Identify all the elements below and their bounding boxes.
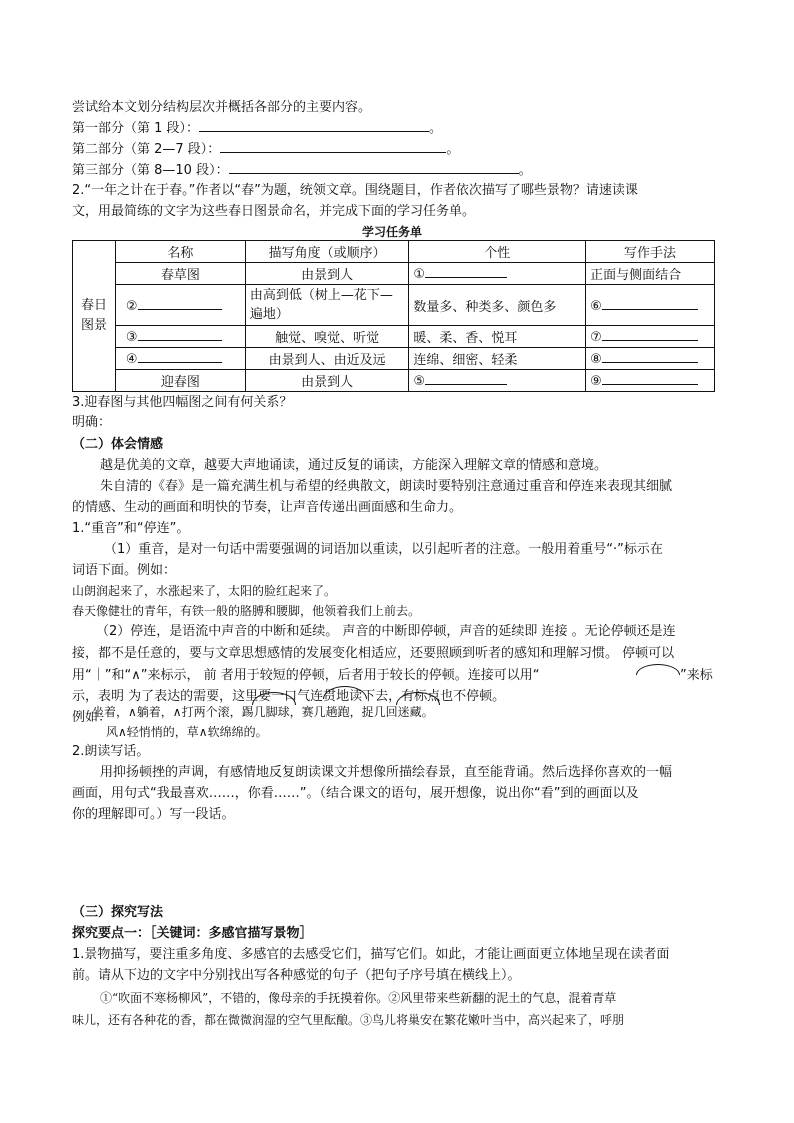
structure-task: 尝试给本文划分结构层次并概括各部分的主要内容。 bbox=[72, 100, 372, 115]
row-4-name: ④ bbox=[125, 352, 138, 367]
text-line-1: ①“吹面不寒杨柳风”，不错的，像母亲的手抚摸着你。②风里带来些新翻的泥土的气息，混着青草 bbox=[100, 991, 617, 1005]
q1-line-2: 前。请从下边的文字中分别找出写各种感觉的句子（把句子序号填在横线上）。 bbox=[72, 968, 521, 983]
part-3-label: 第三部分（第 8—10 段）： bbox=[72, 163, 229, 178]
example-1: 山朗润起来了，水涨起来了，太阳的脸红起来了。 bbox=[72, 584, 337, 598]
part-2-blank[interactable] bbox=[220, 140, 446, 153]
row-5-method: ⑨ bbox=[590, 374, 602, 389]
row-5-method-blank[interactable] bbox=[602, 372, 698, 385]
example-label: 例如： bbox=[72, 710, 112, 725]
row-3-trait: 暖、柔、香、悦耳 bbox=[409, 326, 586, 348]
row-5-angle: 由景到人 bbox=[245, 370, 409, 392]
row-4-angle: 由景到人、由近及远 bbox=[245, 348, 409, 370]
row-3-name-blank[interactable] bbox=[138, 328, 222, 341]
row-5-trait-cell bbox=[409, 370, 586, 392]
answer-label: 明确： bbox=[72, 415, 112, 430]
header-trait: 个性 bbox=[409, 241, 586, 263]
part-1-end: 。 bbox=[429, 121, 443, 136]
part-2-end: 。 bbox=[446, 142, 460, 157]
row-4-name-cell bbox=[115, 348, 245, 370]
item-2-title: 2.朗读写话。 bbox=[72, 744, 150, 759]
row-3-method-cell bbox=[586, 326, 715, 348]
stress-line-1: （1）重音，是对一句话中需要强调的词语加以重读，以引起听者的注意。一般用着重号“·”标示在 bbox=[104, 542, 663, 557]
row-3-name: ③ bbox=[125, 330, 138, 345]
row-2-method: ⑥ bbox=[590, 298, 602, 314]
question-2-line-2: 文，用最简练的文字为这些春日图景命名，并完成下面的学习任务单。 bbox=[72, 204, 476, 219]
table-title: 学习任务单 bbox=[362, 225, 423, 239]
part-3-end: 。 bbox=[518, 163, 532, 178]
row-4-method: ⑧ bbox=[590, 352, 602, 367]
example-2: 春天像健壮的青年，有铁一般的胳膊和腰脚，他领着我们上前去。 bbox=[72, 604, 421, 618]
row-2-angle: 由高到低（树上—花下—遍地） bbox=[245, 285, 409, 326]
row-2-name-cell bbox=[115, 285, 245, 326]
row-5-name: 迎春图 bbox=[115, 370, 245, 392]
row-3-name-cell bbox=[115, 326, 245, 348]
row-1-method: 正面与侧面结合 bbox=[586, 263, 715, 285]
row-3-method-blank[interactable] bbox=[602, 328, 698, 341]
liaison-arc-symbol bbox=[636, 664, 680, 675]
section-3-heading: （三）探究写法 bbox=[72, 905, 164, 920]
table-row bbox=[73, 285, 715, 326]
row-1-trait-cell bbox=[409, 263, 586, 285]
pause-line-4: 示，表明 为了表达的需要，这里要一口气连贯地读下去，有标点也不停顿。 bbox=[72, 689, 506, 704]
row-2-method-cell bbox=[586, 285, 715, 326]
part-2-label: 第二部分（第 2—7 段）： bbox=[72, 142, 221, 157]
table-row bbox=[73, 263, 715, 285]
row-2-trait: 数量多、种类多、颜色多 bbox=[409, 285, 586, 326]
example-4: 风∧轻悄悄的，草∧软绵绵的。 bbox=[106, 725, 268, 739]
pause-line-1: （2）停连，是语流中声音的中断和延续。 声音的中断即停顿，声音的延续即 连接 。无论停顿还是连 bbox=[96, 624, 676, 639]
write-line-3: 你的理解即可。）写一段话。 bbox=[72, 807, 235, 822]
table-row bbox=[73, 326, 715, 348]
table-row bbox=[73, 370, 715, 392]
row-1-angle: 由景到人 bbox=[245, 263, 409, 285]
row-2-method-blank[interactable] bbox=[602, 297, 698, 310]
row-3-method: ⑦ bbox=[590, 330, 602, 345]
header-name: 名称 bbox=[115, 241, 245, 263]
section-2-heading: （二）体会情感 bbox=[72, 437, 164, 452]
row-5-trait-blank[interactable] bbox=[425, 372, 507, 385]
example-3: 坐着，∧躺着，∧打两个滚，踢几脚球，赛几趟跑，捉几回迷藏。 bbox=[92, 705, 434, 719]
section-2-para-1: 越是优美的文章，越要大声地诵读，通过反复的诵读，方能深入理解文章的情感和意境。 bbox=[100, 458, 608, 473]
item-1-title: 1.“重音”和“停连”。 bbox=[72, 521, 190, 536]
row-4-method-blank[interactable] bbox=[602, 350, 698, 363]
part-2-line bbox=[72, 140, 459, 159]
section-2-para-2-line-1: 朱自清的《春》是一篇充满生机与希望的经典散文，朗读时要特别注意通过重音和停连来表现其细腻 bbox=[100, 479, 673, 494]
section-2-para-2-line-2: 的情感、生动的画面和明快的节奏，让声音传递出画面感和生命力。 bbox=[72, 500, 463, 515]
row-2-name: ② bbox=[125, 298, 138, 314]
text-line-2: 味儿，还有各种花的香，都在微微润湿的空气里酝酿。③鸟儿将巢安在繁花嫩叶当中，高兴起来了，呼朋 bbox=[72, 1013, 625, 1027]
row-4-method-cell bbox=[586, 348, 715, 370]
side-label-cell bbox=[73, 241, 116, 392]
table-header-row bbox=[73, 241, 715, 263]
pause-line-3: 用“｜”和“∧”来标示， 前 者用于较短的停顿，后者用于较长的停顿。连接可以用“ bbox=[72, 668, 540, 683]
pause-line-2: 接，都不是任意的，要与文章思想感情的发展变化相适应，还要照顾到听者的感知和理解习惯。 停顿可以 bbox=[72, 646, 675, 661]
part-3-line bbox=[72, 161, 532, 180]
q1-line-1: 1.景物描写，要注重多角度、多感官的去感受它们，描写它们。如此，才能让画面更立体地呈现在读者面 bbox=[72, 947, 670, 962]
write-line-1: 用抑扬顿挫的声调，有感情地反复朗读课文并想像所描绘春景，直至能背诵。然后选择你喜欢的一幅 bbox=[100, 765, 673, 780]
row-1-trait: ① bbox=[413, 267, 426, 282]
row-5-trait: ⑤ bbox=[413, 374, 426, 389]
table-row bbox=[73, 348, 715, 370]
part-1-label: 第一部分（第 1 段）： bbox=[72, 121, 200, 136]
part-1-blank[interactable] bbox=[199, 119, 429, 132]
side-label-1: 春日 bbox=[80, 298, 107, 313]
row-5-method-cell bbox=[586, 370, 715, 392]
header-method: 写作手法 bbox=[586, 241, 715, 263]
row-1-trait-blank[interactable] bbox=[425, 265, 507, 278]
part-1-line bbox=[72, 119, 442, 138]
question-3: 3.迎春图与其他四幅图之间有何关系？ bbox=[72, 395, 293, 410]
stress-line-2: 词语下面。例如： bbox=[72, 563, 177, 578]
row-4-trait: 连绵、细密、轻柔 bbox=[409, 348, 586, 370]
row-1-name: 春草图 bbox=[115, 263, 245, 285]
row-3-angle: 触觉、嗅觉、听觉 bbox=[245, 326, 409, 348]
row-2-name-blank[interactable] bbox=[138, 297, 222, 310]
side-label-2: 图景 bbox=[80, 318, 107, 333]
header-angle: 描写角度（或顺序） bbox=[245, 241, 409, 263]
task-table bbox=[72, 240, 715, 392]
part-3-blank[interactable] bbox=[229, 161, 519, 174]
write-line-2: 画面，用句式“我最喜欢……，你看……”。（结合课文的语句，展开想像，说出你“看”到的画面以及 bbox=[72, 786, 639, 801]
pause-line-3-end: ”来标 bbox=[680, 668, 713, 683]
row-4-name-blank[interactable] bbox=[138, 350, 222, 363]
question-2-line-1: 2.“一年之计在于春。”作者以“春”为题，统领文章。围绕题目，作者依次描写了哪些景物？请速读课 bbox=[72, 183, 638, 198]
point-1: 探究要点一：［关键词：多感官描写景物］ bbox=[72, 926, 313, 941]
